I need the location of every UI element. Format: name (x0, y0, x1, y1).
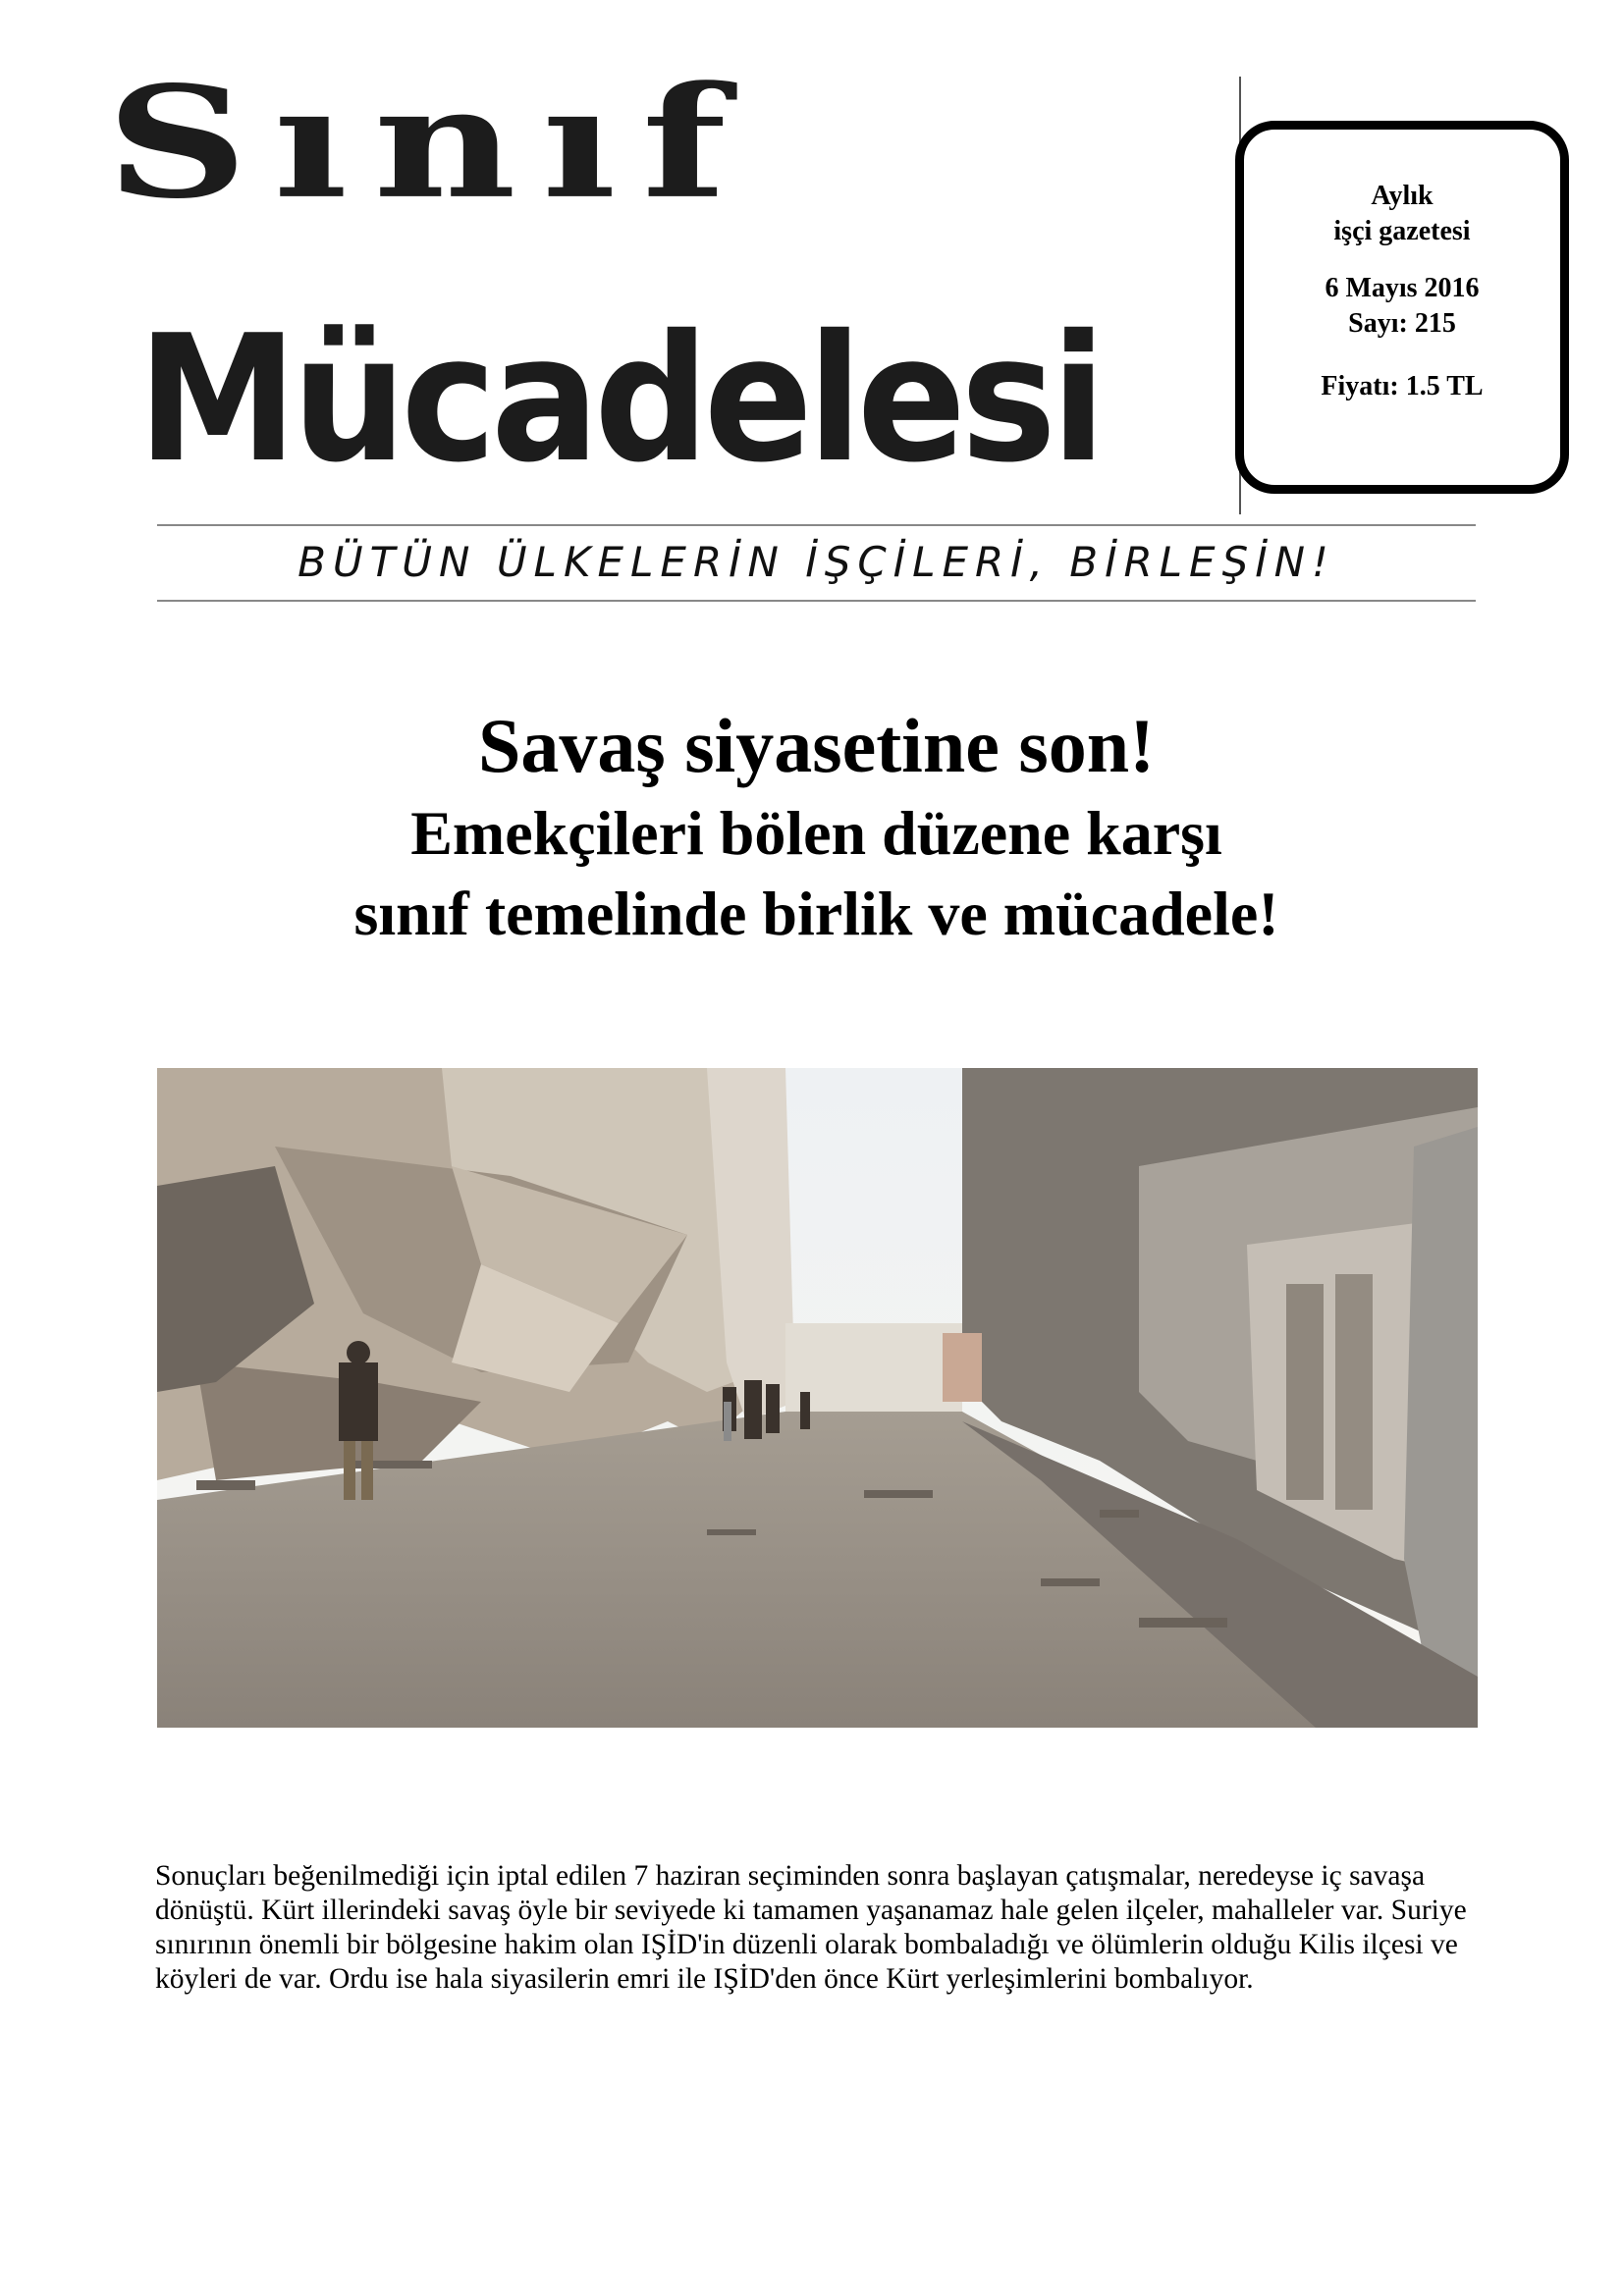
headline-line1: Savaş siyasetine son! (477, 703, 1156, 788)
issue-date: 6 Mayıs 2016 (1325, 273, 1480, 303)
masthead-title-line2: Mücadelesi (137, 297, 1102, 501)
masthead-title-line1: Sınıf (106, 52, 752, 234)
headline (157, 699, 1476, 954)
issue-price: Fiyatı: 1.5 TL (1321, 371, 1484, 401)
photo-illustration (157, 1068, 1478, 1728)
slogan-rule-top (157, 524, 1476, 526)
issue-number: Sayı: 215 (1348, 308, 1456, 339)
issue-info-box (1235, 121, 1569, 494)
article-paragraph: Sonuçları beğenilmediği için iptal edilen 7 haziran seçiminden sonra başlayan çatışmalar, neredeyse iç savaşa dönüştü. Kürt illerindeki savaş öyle bir seviyede ki tamamen yaşanamaz hale gelen ilçeler, mahalleler var. Suriye sınırının önemli bir bölgesine hakim olan IŞİD'in düzenli olarak bombaladığı ve ölümlerin olduğu Kilis ilçesi ve köyleri de var. Ordu ise hala siyasilerin emri ile IŞİD'den önce Kürt yerleşimlerini bombalıyor. (155, 1860, 1467, 1995)
headline-line3: sınıf temelinde birlik ve mücadele! (353, 879, 1279, 948)
slogan-rule-bottom (157, 600, 1476, 602)
street-destruction-photo (157, 1068, 1478, 1728)
paper-type-label: işçi gazetesi (1333, 216, 1471, 246)
frequency-label: Aylık (1371, 181, 1434, 211)
slogan: BÜTÜN ÜLKELERİN İŞÇİLERİ, BİRLEŞİN! (298, 538, 1335, 586)
headline-line2: Emekçileri bölen düzene karşı (410, 798, 1222, 868)
